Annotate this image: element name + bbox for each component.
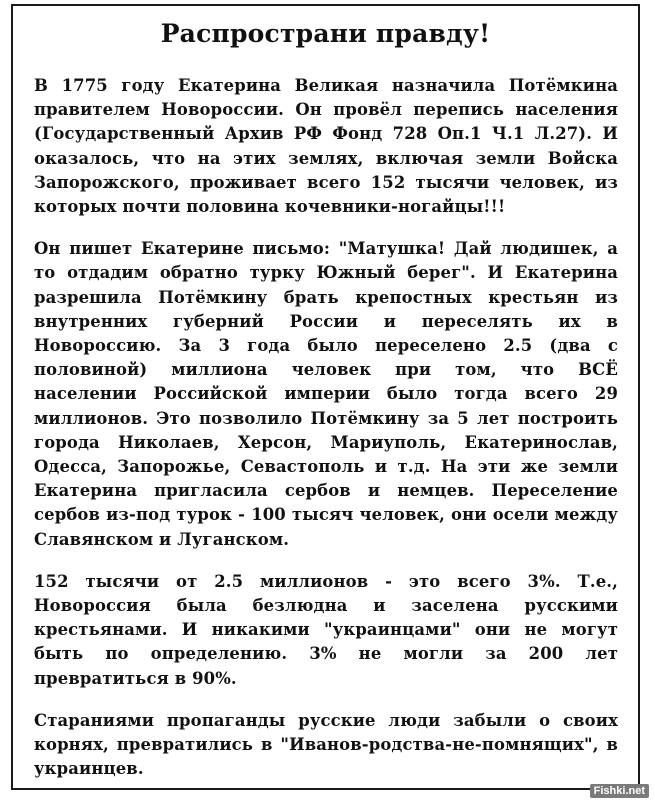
site-watermark: Fishki.net	[590, 784, 649, 798]
page-title: Распространи правду!	[160, 19, 491, 48]
paragraph-3: 152 тысячи от 2.5 миллионов - это всего 3%. Т.е., Новороссия была безлюдна и заселена русскими крестьянами. И никакими "украинцами" они не могут быть по определению. 3% не могли за 200 лет превратиться в 90%.	[34, 571, 618, 688]
paragraph-1: В 1775 году Екатерина Великая назначила Потёмкина правителем Новороссии. Он провёл перепись населения (Государственный Архив РФ Фонд 728 Оп.1 Ч.1 Л.27). И оказалось, что на этих землях, включая земли Войска Запорожского, проживает всего 152 тысячи человек, из которых почти половина кочевники-ногайцы!!!	[34, 76, 618, 217]
paragraph-2: Он пишет Екатерине письмо: "Матушка! Дай людишек, а то отдадим обратно турку Южный берег". И Екатерина разрешила Потёмкину брать крепостных крестьян из внутренних губерний России и переселять их в Новороссию. За 3 года было переселено 2.5 (два с половиной) миллиона человек при том, что ВСЁ населении Российской империи было тогда всего 29 миллионов. Это позволило Потёмкину за 5 лет построить города Николаев, Херсон, Мариуполь, Екатеринослав, Одесса, Запорожье, Севастополь и т.д. На эти же земли Екатерина пригласила сербов и немцев. Переселение сербов из-под турок - 100 тысяч человек, они осели между Славянском и Луганском.	[34, 239, 618, 549]
document-body	[34, 74, 618, 799]
document-frame	[11, 4, 640, 790]
paragraph-4: Стараниями пропаганды русские люди забыли о своих корнях, превратились в "Иванов-родства-не-помнящих", в украинцев.	[34, 710, 618, 779]
